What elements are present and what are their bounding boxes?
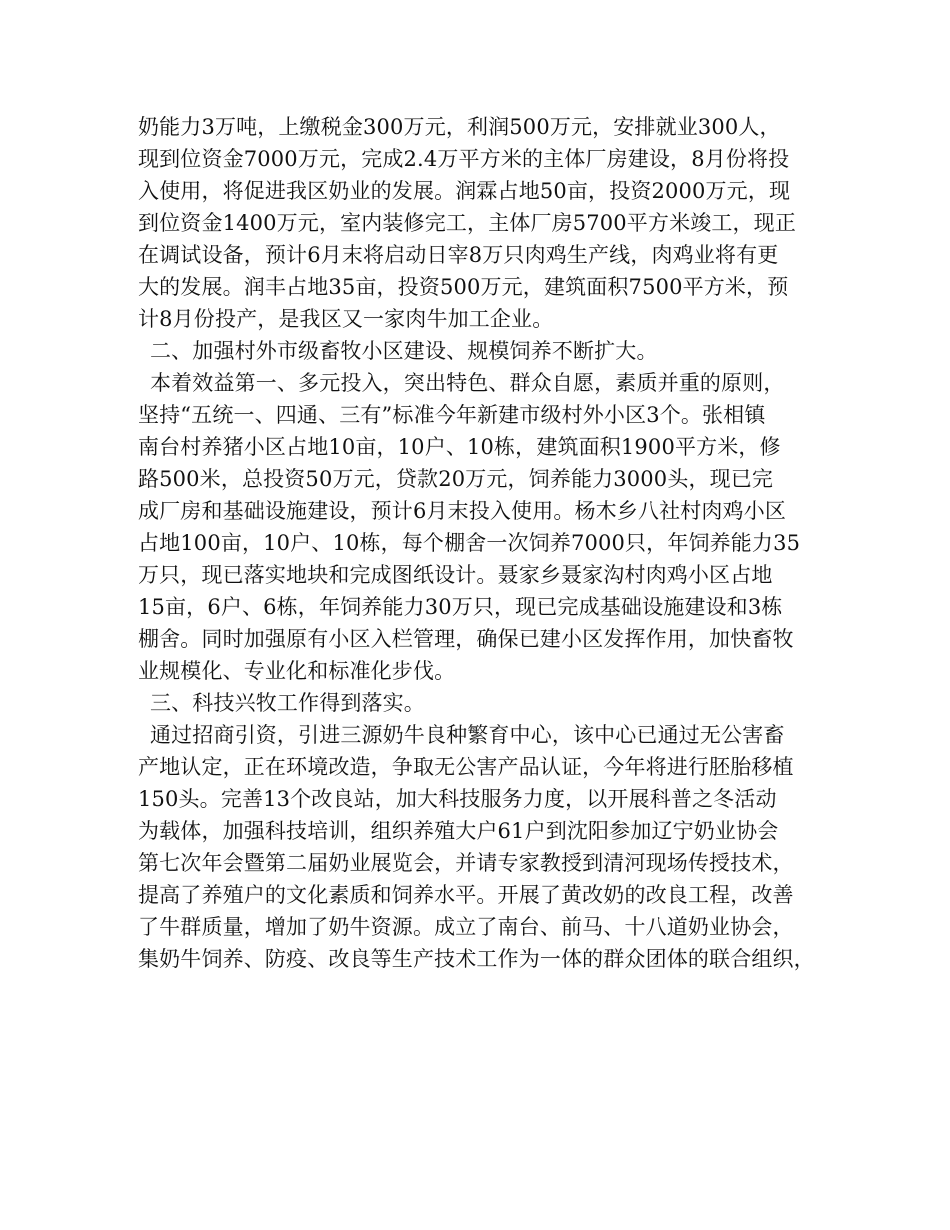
- text-line: 现到位资金7000万元，完成2.4万平方米的主体厂房建设，8月份将投: [138, 147, 790, 171]
- text-line: 成厂房和基础设施建设，预计6月末投入使用。杨木乡八社村肉鸡小区: [138, 499, 787, 523]
- text-line: 为载体，加强科技培训，组织养殖大户61户到沈阳参加辽宁奶业协会: [138, 819, 779, 843]
- text-line: 二、加强村外市级畜牧小区建设、规模饲养不断扩大。: [150, 339, 658, 363]
- text-line: 在调试设备，预计6月末将启动日宰8万只肉鸡生产线，肉鸡业将有更: [138, 243, 779, 267]
- text-line: 第七次年会暨第二届奶业展览会，并请专家教授到清河现场传授技术，: [138, 851, 794, 875]
- text-line: 棚舍。同时加强原有小区入栏管理，确保已建小区发挥作用，加快畜牧: [138, 627, 794, 651]
- text-line: 占地100亩，10户、10栋，每个棚舍一次饲养7000只，年饲养能力35: [138, 531, 801, 555]
- text-line: 万只，现已落实地块和完成图纸设计。聂家乡聂家沟村肉鸡小区占地: [138, 563, 773, 587]
- text-line: 通过招商引资，引进三源奶牛良种繁育中心，该中心已通过无公害畜: [150, 723, 785, 747]
- text-line: 大的发展。润丰占地35亩，投资500万元，建筑面积7500平方米，预: [138, 275, 789, 299]
- text-line: 集奶牛饲养、防疫、改良等生产技术工作为一体的群众团体的联合组织，: [138, 947, 815, 971]
- text-line: 坚持“五统一、四通、三有”标准今年新建市级村外小区3个。张相镇: [138, 403, 766, 427]
- text-line: 产地认定，正在环境改造，争取无公害产品认证，今年将进行胚胎移植: [138, 755, 794, 779]
- text-line: 业规模化、专业化和标准化步伐。: [138, 659, 456, 683]
- text-line: 15亩，6户、6栋，年饲养能力30万只，现已完成基础设施建设和3栋: [138, 595, 783, 619]
- text-line: 三、科技兴牧工作得到落实。: [150, 691, 425, 715]
- text-line: 到位资金1400万元，室内装修完工，主体厂房5700平方米竣工，现正: [138, 211, 796, 235]
- text-line: 本着效益第一、多元投入，突出特色、群众自愿，素质并重的原则，: [150, 371, 785, 395]
- text-line: 路500米，总投资50万元，贷款20万元，饲养能力3000头，现已完: [138, 467, 774, 491]
- text-line: 计8月份投产，是我区又一家肉牛加工企业。: [138, 307, 554, 331]
- text-line: 奶能力3万吨，上缴税金300万元，利润500万元，安排就业300人，: [138, 115, 781, 139]
- text-line: 150头。完善13个改良站，加大科技服务力度，以开展科普之冬活动: [138, 787, 777, 811]
- body-text: [138, 111, 828, 975]
- text-line: 了牛群质量，增加了奶牛资源。成立了南台、前马、十八道奶业协会，: [138, 915, 794, 939]
- text-line: 提高了养殖户的文化素质和饲养水平。开展了黄改奶的改良工程，改善: [138, 883, 794, 907]
- text-line: 南台村养猪小区占地10亩，10户、10栋，建筑面积1900平方米，修: [138, 435, 781, 459]
- text-line: 入使用，将促进我区奶业的发展。润霖占地50亩，投资2000万元，现: [138, 179, 791, 203]
